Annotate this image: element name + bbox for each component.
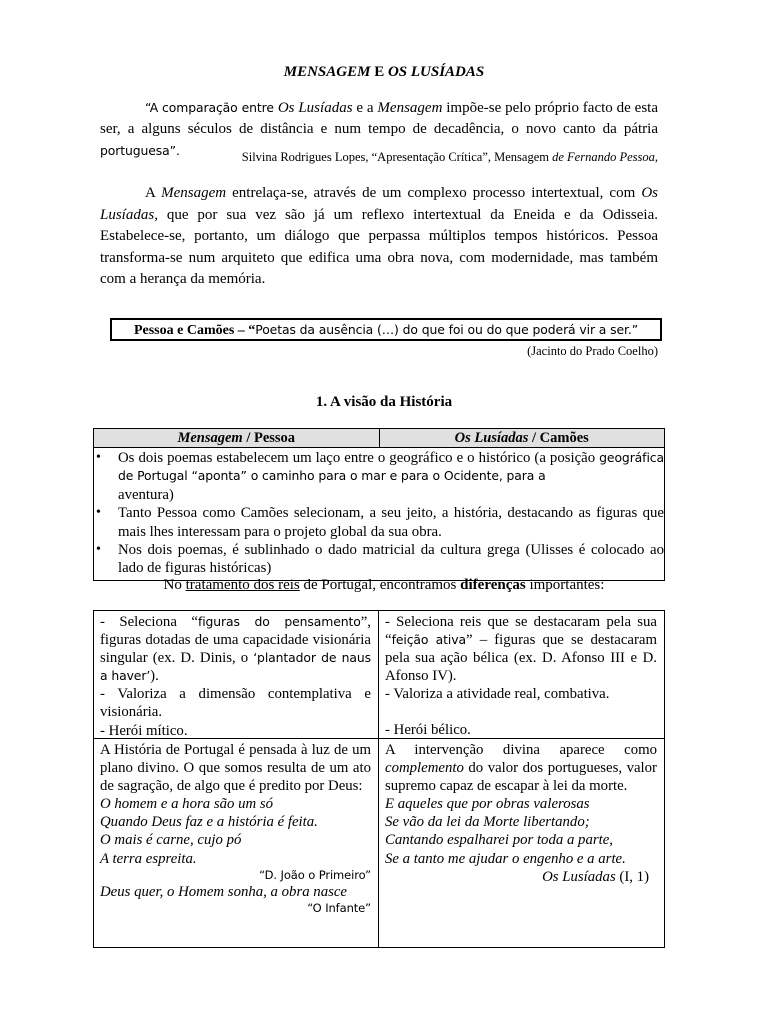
header-col2-title: Os Lusíadas — [454, 430, 529, 446]
camoes-kings-text — [385, 613, 657, 685]
r1l-c: ”, figuras dotadas de uma capacidade visionária singular (ex. D. Dinis, o — [100, 614, 371, 667]
header-col1-rest: / Pessoa — [242, 430, 296, 446]
r1l-e: ). — [150, 668, 159, 685]
quote-open: “A comparação entre — [145, 100, 278, 115]
diff-post: importantes: — [525, 577, 605, 593]
diff-mid: de Portugal, encontramos — [299, 577, 461, 593]
bullet1-b: geográfica de Portugal “aponta” o caminho para o mar e para o Ocidente, para a — [118, 450, 664, 484]
bullet1-a: Os dois poemas estabelecem um laço entre o geográfico e o histórico (a posição — [118, 450, 600, 466]
pessoa-value: - Valoriza a dimensão contemplativa e visionária. — [100, 686, 371, 721]
diff-pre: No — [163, 577, 186, 593]
r1r-c: ” – figuras que se destacaram pela sua ação bélica (ex. D. Afonso III e D. Afonso IV). — [385, 632, 657, 685]
highlight-lead: Pessoa e Camões – “ — [133, 323, 256, 338]
camoes-divine-cell — [379, 739, 664, 947]
verse-line: Se a tanto me ajudar o engenho e a arte. — [385, 850, 626, 867]
verse-line: Cantando espalharei por toda a parte, — [385, 832, 613, 849]
verse-cite-joao: “D. João o Primeiro” — [259, 867, 371, 882]
header-col1-title: Mensagem — [177, 430, 243, 446]
quote-mid1: e a — [352, 100, 378, 116]
verse-line: O homem e a hora são um só — [100, 796, 274, 813]
table-row — [94, 611, 664, 738]
cite-ref: (I, 1) — [615, 868, 649, 885]
list-item: • Tanto Pessoa como Camões selecionam, a seu jeito, a história, destacando as figuras que mais lhes interessam para o projeto global da sua obra. — [118, 504, 664, 541]
verse-line: A terra espreita. — [100, 850, 197, 867]
camoes-kings-cell — [379, 611, 664, 738]
quote-title-lusiadas: Os Lusíadas — [277, 100, 353, 116]
intro-s3: entrelaça-se, através de um complexo processo intertextual, com — [226, 185, 642, 201]
camoes-divine-text — [385, 741, 657, 795]
verse-line: Se vão da lei da Morte libertando; — [385, 814, 590, 831]
r2r-a: A intervenção divina aparece como — [385, 742, 657, 758]
title-lusiadas: OS LUSÍADAS — [387, 64, 485, 80]
similarities-list — [94, 448, 664, 580]
header-lusiadas-camoes — [380, 429, 665, 447]
title-mensagem: MENSAGEM — [283, 64, 371, 80]
quote-mid2: impõe-se pelo próprio facto de esta ser, a alguns séculos de distância e num tempo de decadência, o novo canto da pátria — [100, 100, 658, 137]
quote-citation — [100, 149, 658, 165]
list-item: • Nos dois poemas, é sublinhado o dado matricial da cultura grega (Ulisses é colocado ao lado de figuras históricas) — [118, 541, 664, 578]
intro-mensagem: Mensagem — [161, 185, 227, 201]
differences-table — [93, 610, 665, 948]
r1l-b: figuras do pensamento — [197, 614, 361, 629]
highlight-author: (Jacinto do Prado Coelho) — [527, 344, 658, 358]
r2r-c: do valor dos portugueses, valor supremo capaz de escapar à lei da morte. — [385, 760, 657, 795]
r1r-b: feição ativa — [391, 632, 466, 648]
verse-line: Deus quer, o Homem sonha, a obra nasce — [100, 883, 348, 900]
intro-s1: A — [145, 185, 162, 201]
quote-title-mensagem: Mensagem — [377, 100, 443, 116]
camoes-value: - Valoriza a atividade real, combativa. — [385, 686, 610, 703]
quote-tail: portuguesa”. — [100, 143, 180, 158]
verse-line: O mais é carne, cujo pó — [100, 832, 242, 849]
bullet1-c: aventura) — [118, 486, 174, 503]
verse-cite-infante: “O Infante” — [307, 900, 371, 915]
citation-work: de Fernando Pessoa — [552, 150, 655, 164]
intro-lusiadas: Os Lusíadas — [100, 185, 658, 223]
pessoa-kings-text — [100, 613, 371, 685]
intro-s5: , que por sua vez são já um reflexo intertextual da Eneida e da Odisseia. Estabelece-se, portanto, um diálogo que perpassa múltiplos tempos históricos. Pessoa transforma-se num arquiteto que edifica uma obra nova, com modernidade, mas também com a herança da memória. — [100, 206, 658, 287]
pessoa-kings-cell — [94, 611, 379, 738]
title-connector: E — [370, 64, 388, 80]
header-mensagem-pessoa — [94, 429, 380, 447]
citation-suffix: , — [654, 150, 658, 164]
header-col2-rest: / Camões — [528, 430, 589, 446]
document-title — [0, 64, 768, 81]
r1r-a: - Seleciona reis que se destacaram pela sua “ — [385, 614, 657, 649]
similarities-header — [94, 429, 664, 448]
section-title: 1. A visão da História — [315, 394, 453, 410]
r1l-d: ‘plantador de naus a haver’ — [100, 650, 371, 684]
r2r-b: complemento — [385, 760, 464, 777]
table-row — [94, 738, 664, 947]
camoes-hero: - Herói bélico. — [385, 722, 471, 739]
diff-underlined: tratamento dos reis — [185, 577, 300, 593]
similarities-table — [93, 428, 665, 581]
highlight-text: Poetas da ausência (…) do que foi ou do que poderá vir a ser.” — [255, 322, 639, 337]
intro-paragraph — [100, 183, 658, 291]
list-item — [118, 449, 664, 504]
citation-prefix: Silvina Rodrigues Lopes, “Apresentação Crítica”, Mensagem — [241, 150, 553, 164]
verse-line: E aqueles que por obras valerosas — [385, 796, 590, 813]
pessoa-hero: - Herói mítico. — [100, 722, 188, 739]
cite-lusiadas: Os Lusíadas — [542, 868, 616, 885]
pessoa-divine-cell — [94, 739, 379, 947]
r1l-a: - Seleciona “ — [100, 614, 198, 630]
differences-intro — [0, 576, 768, 594]
verse-line: Quando Deus faz e a história é feita. — [100, 814, 318, 831]
highlight-box — [110, 318, 662, 341]
diff-bold: diferenças — [460, 577, 526, 593]
lusiadas-citation — [385, 868, 657, 886]
pessoa-divine-text: A História de Portugal é pensada à luz de um plano divino. O que somos resulta de um ato de sagração, de algo que é predito por Deus: — [100, 742, 371, 795]
